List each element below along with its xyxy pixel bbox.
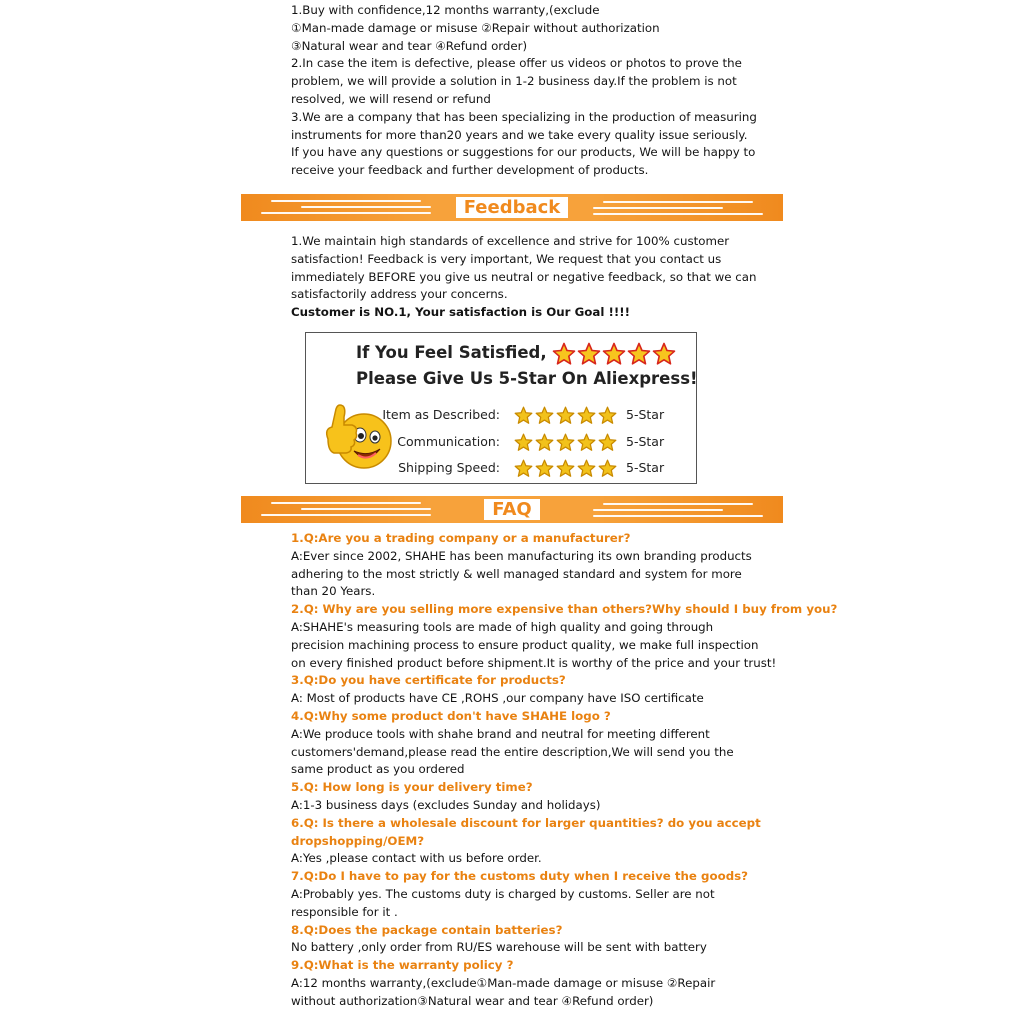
faq-answer: A:We produce tools with shahe brand and neutral for meeting different (291, 726, 710, 741)
star-icon (598, 433, 617, 452)
star-icon (652, 342, 676, 366)
star-icon (577, 433, 596, 452)
warranty-line: 1.Buy with confidence,12 months warranty,(exclude (291, 3, 600, 17)
faq-answer: No battery ,only order from RU/ES warehouse will be sent with battery (291, 940, 707, 955)
rating-stars (514, 459, 619, 482)
warranty-line: ①Man-made damage or misuse ②Repair without authorization (291, 20, 660, 35)
faq-question: 2.Q: Why are you selling more expensive than others?Why should I buy from you? (291, 602, 838, 617)
faq-answer: A: Most of products have CE ,ROHS ,our company have ISO certificate (291, 691, 704, 706)
faq-answer: on every finished product before shipment.It is worthy of the price and your trust! (291, 655, 777, 670)
warranty-line: resolved, we will resend or refund (291, 91, 491, 106)
star-icon (598, 459, 617, 478)
warranty-line: If you have any questions or suggestions for our products, We will be happy to (291, 145, 756, 160)
warranty-line: receive your feedback and further development of products. (291, 163, 649, 178)
feedback-banner (241, 194, 783, 221)
faq-answer: than 20 Years. (291, 584, 376, 599)
faq-question: dropshopping/OEM? (291, 833, 425, 848)
feedback-section (291, 233, 771, 322)
rating-stars (514, 433, 619, 456)
faq-question: 6.Q: Is there a wholesale discount for larger quantities? do you accept (291, 815, 761, 830)
star-icon (535, 433, 554, 452)
rating-value: 5-Star (626, 407, 665, 422)
star-icon (514, 406, 533, 425)
star-icon (556, 406, 575, 425)
faq-answer: A:Ever since 2002, SHAHE has been manufacturing its own branding products (291, 548, 752, 563)
faq-answer: adhering to the most strictly & well managed standard and system for more (291, 566, 742, 581)
faq-answer: A:1-3 business days (excludes Sunday and holidays) (291, 797, 601, 812)
big-stars (552, 342, 677, 366)
feedback-line: immediately BEFORE you give us neutral or negative feedback, so that we can (291, 269, 757, 284)
faq-answer: A:Probably yes. The customs duty is charged by customs. Seller are not (291, 886, 715, 901)
star-icon (556, 433, 575, 452)
faq-answer: A:Yes ,please contact with us before order. (291, 851, 542, 866)
faq-question: 5.Q: How long is your delivery time? (291, 780, 533, 795)
faq-question: 4.Q:Why some product don't have SHAHE logo ? (291, 708, 611, 723)
rating-label: Communication: (397, 434, 500, 449)
star-icon (577, 406, 596, 425)
rating-card (305, 332, 697, 484)
warranty-line: instruments for more than20 years and we take every quality issue seriously. (291, 127, 748, 142)
faq-question: 7.Q:Do I have to pay for the customs duty when I receive the goods? (291, 869, 749, 884)
feedback-line: satisfaction! Feedback is very important, We request that you contact us (291, 251, 722, 266)
rating-row-item-described (366, 405, 686, 425)
rating-heading-2: Please Give Us 5-Star On Aliexpress! (356, 369, 698, 388)
rating-stars (514, 406, 619, 429)
faq-question: 1.Q:Are you a trading company or a manufacturer? (291, 531, 631, 545)
star-icon (556, 459, 575, 478)
star-icon (535, 406, 554, 425)
faq-answer: without authorization③Natural wear and tear ④Refund order) (291, 993, 654, 1008)
faq-answer: A:SHAHE's measuring tools are made of high quality and going through (291, 619, 714, 634)
rating-row-communication (366, 432, 686, 452)
rating-heading-1: If You Feel Satisfied, (356, 343, 547, 362)
satisfaction-goal: Customer is NO.1, Your satisfaction is Our Goal !!!! (291, 305, 631, 320)
warranty-line: 2.In case the item is defective, please offer us videos or photos to prove the (291, 56, 742, 71)
star-icon (552, 342, 576, 366)
star-icon (577, 342, 601, 366)
faq-banner (241, 496, 783, 523)
rating-label: Item as Described: (382, 407, 500, 422)
star-icon (627, 342, 651, 366)
warranty-section (291, 2, 771, 180)
feedback-line: 1.We maintain high standards of excellence and strive for 100% customer (291, 234, 730, 248)
star-icon (514, 459, 533, 478)
rating-value: 5-Star (626, 434, 665, 449)
star-icon (602, 342, 626, 366)
star-icon (598, 406, 617, 425)
faq-answer: responsible for it . (291, 904, 398, 919)
rating-row-shipping-speed (366, 458, 686, 478)
faq-answer: same product as you ordered (291, 762, 465, 777)
faq-question: 9.Q:What is the warranty policy ? (291, 958, 514, 973)
faq-section (291, 530, 838, 1011)
warranty-line: 3.We are a company that has been specializing in the production of measuring (291, 109, 757, 124)
feedback-title: Feedback (241, 194, 783, 221)
feedback-line: satisfactorily address your concerns. (291, 287, 508, 302)
faq-question: 3.Q:Do you have certificate for products? (291, 673, 566, 688)
faq-answer: A:12 months warranty,(exclude①Man-made damage or misuse ②Repair (291, 975, 716, 990)
warranty-line: ③Natural wear and tear ④Refund order) (291, 38, 528, 53)
faq-question: 8.Q:Does the package contain batteries? (291, 922, 563, 937)
faq-title: FAQ (241, 496, 783, 523)
star-icon (577, 459, 596, 478)
faq-answer: precision machining process to ensure product quality, we make full inspection (291, 637, 759, 652)
star-icon (514, 433, 533, 452)
star-icon (535, 459, 554, 478)
rating-value: 5-Star (626, 460, 665, 475)
faq-answer: customers'demand,please read the entire description,We will send you the (291, 744, 734, 759)
warranty-line: problem, we will provide a solution in 1-2 business day.If the problem is not (291, 74, 737, 89)
rating-label: Shipping Speed: (398, 460, 500, 475)
